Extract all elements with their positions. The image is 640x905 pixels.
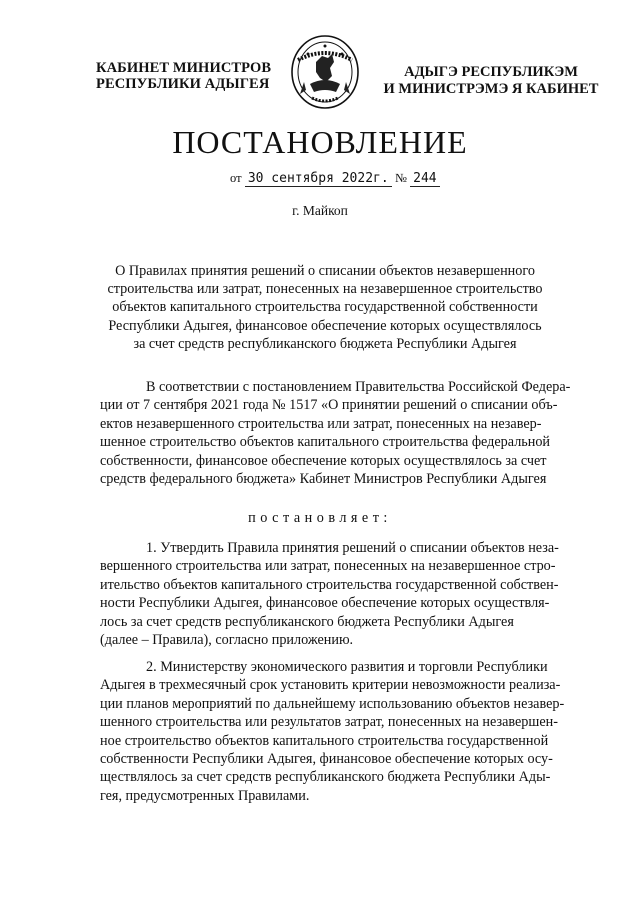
paragraph-line: шенного строительства или результатов затрат, понесенных на незавершен-	[100, 714, 558, 731]
paragraph-line: ительство объектов капитального строительства государственной собствен-	[100, 576, 559, 593]
paragraph-line: ектов незавершенного строительства или затрат, понесенных на незавер-	[100, 415, 542, 432]
header-left-line: РЕСПУБЛИКИ АДЫГЕЯ	[96, 76, 270, 92]
paragraph-line: средств федерального бюджета» Кабинет Министров Республики Адыгея	[100, 471, 547, 488]
subject-line: за счет средств республиканского бюджета Республики Адыгея	[133, 335, 517, 352]
subject-line: Республики Адыгея, финансовое обеспечение которых осуществлялось	[108, 317, 542, 334]
header-right-line: И МИНИСТРЭМЭ Я КАБИНЕТ	[383, 81, 599, 97]
document-date: 30 сентября 2022г.	[245, 171, 392, 187]
header-right-line: АДЫГЭ РЕСПУБЛИКЭМ	[404, 64, 578, 80]
paragraph-line: шенное строительство объектов капитального строительства федеральной	[100, 434, 551, 451]
item-2-paragraph	[100, 658, 565, 805]
paragraph-line: В соответствии с постановлением Правительства Российской Федера-	[146, 379, 571, 395]
paragraph-line: лось за счет средств республиканского бюджета Республики Адыгея	[100, 613, 514, 630]
subject-line: строительства или затрат, понесенных на незавершенное строительство	[107, 281, 543, 298]
subject-line: объектов капитального строительства государственной собственности	[112, 299, 538, 316]
header-left-line: КАБИНЕТ МИНИСТРОВ	[96, 60, 272, 76]
paragraph-line: ществлялось за счет средств республиканского бюджета Республики Ады-	[100, 769, 551, 786]
paragraph-line: вершенного строительства или затрат, понесенных на незавершенное стро-	[100, 558, 556, 575]
paragraph-line: ции от 7 сентября 2021 года № 1517 «О принятии решений о списании объ-	[100, 397, 558, 414]
document-subject	[100, 262, 550, 353]
paragraph-line: Адыгея в трехмесячный срок установить критерии невозможности реализа-	[100, 677, 561, 694]
date-prefix: от	[230, 171, 242, 185]
paragraph-line: собственности, финансовое обеспечение которых осуществлялось за счет	[100, 452, 547, 469]
date-number-line	[230, 170, 490, 186]
paragraph-line: собственности Республики Адыгея, финансовое обеспечение которых осу-	[100, 751, 553, 768]
header-right	[376, 64, 606, 98]
decree-word: постановляет:	[248, 510, 392, 526]
paragraph-line: гея, предусмотренных Правилами.	[100, 787, 310, 804]
header-left	[96, 60, 286, 92]
subject-line: О Правилах принятия решений о списании объектов незавершенного	[115, 263, 535, 279]
paragraph-line: ности Республики Адыгея, финансовое обеспечение которых осуществля-	[100, 595, 550, 612]
paragraph-line: ное строительство объектов капитального строительства государственной	[100, 732, 549, 749]
item-1-paragraph	[100, 539, 559, 649]
preamble-paragraph	[100, 378, 571, 488]
paragraph-line: 1. Утвердить Правила принятия решений о списании объектов неза-	[146, 540, 559, 556]
paragraph-line: (далее – Правила), согласно приложению.	[100, 632, 354, 649]
number-label: №	[394, 171, 407, 185]
city-line: г. Майкоп	[292, 203, 348, 218]
document-number: 244	[410, 171, 439, 187]
paragraph-line: ции планов мероприятий по дальнейшему использованию объектов незавер-	[100, 695, 565, 712]
paragraph-line: 2. Министерству экономического развития и торговли Республики	[146, 659, 548, 675]
document-title: ПОСТАНОВЛЕНИЕ	[172, 124, 468, 160]
coat-of-arms-emblem	[286, 32, 364, 112]
